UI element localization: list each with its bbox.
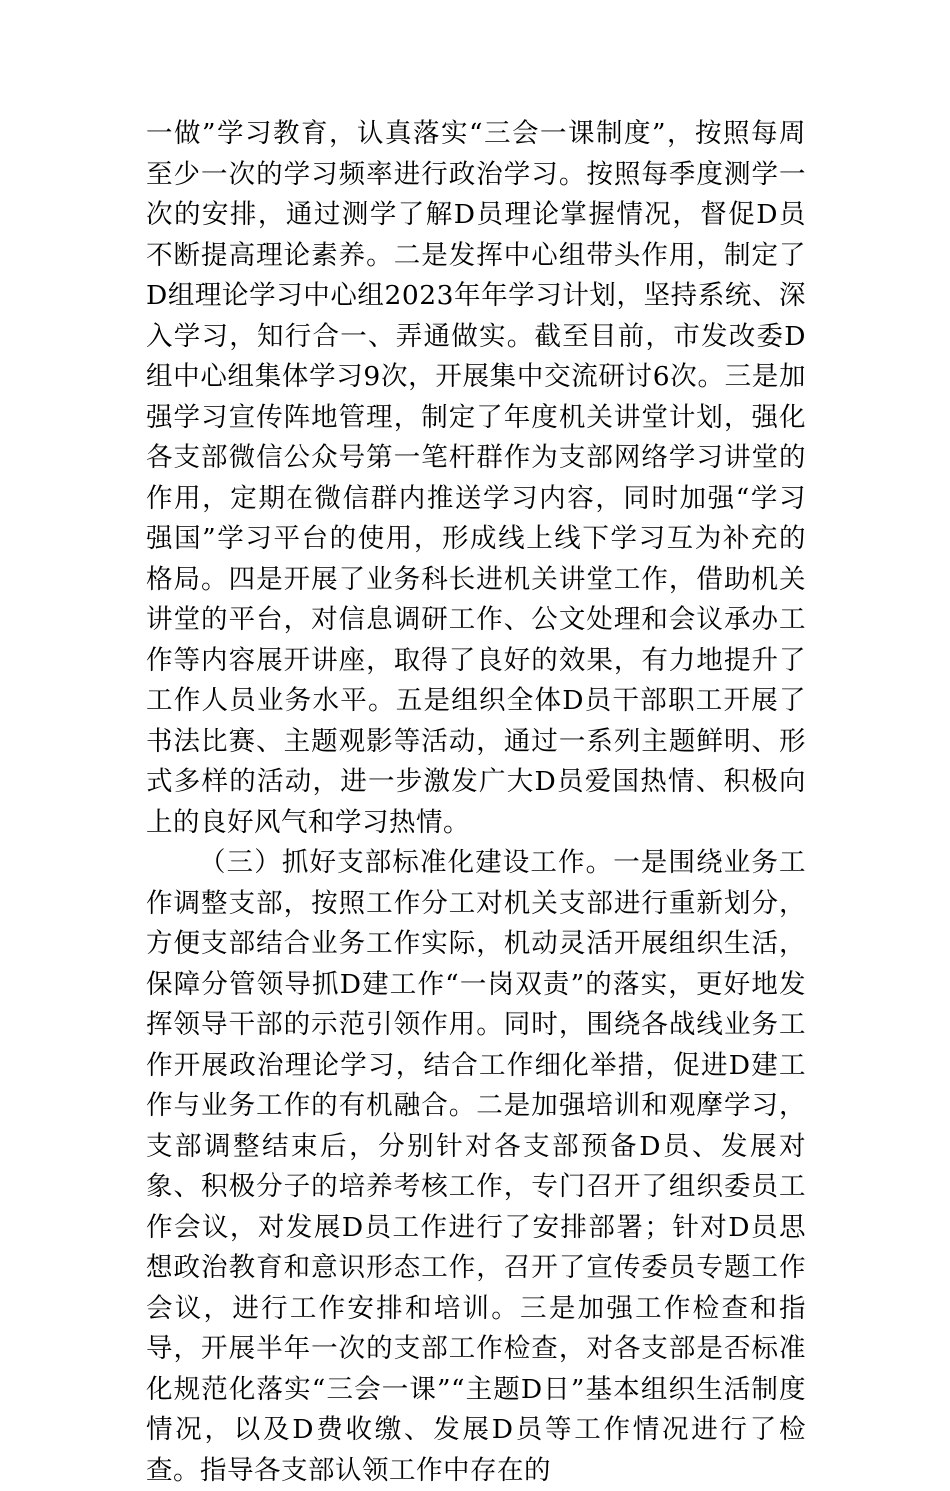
paragraph-study-education: 一做”学习教育，认真落实“三会一课制度”，按照每周至少一次的学习频率进行政治学习。按照每季度测学一次的安排，通过测学了解D员理论掌握情况，督促D员不断提高理论素养。二是发挥中心组带头作用，制定了D组理论学习中心组2023年年学习计划，坚持系统、深入学习，知行合一、弄通做实。截至目前，市发改委D组中心组集体学习9次，开展集中交流研讨6次。三是加强学习宣传阵地管理，制定了年度机关讲堂计划，强化各支部微信公众号第一笔杆群作为支部网络学习讲堂的作用，定期在微信群内推送学习内容，同时加强“学习强国”学习平台的使用，形成线上线下学习互为补充的格局。四是开展了业务科长进机关讲堂工作，借助机关讲堂的平台，对信息调研工作、公文处理和会议承办工作等内容展开讲座，取得了良好的效果，有力地提升了工作人员业务水平。五是组织全体D员干部职工开展了书法比赛、主题观影等活动，通过一系列主题鲜明、形式多样的活动，进一步激发广大D员爱国热情、积极向上的良好风气和学习热情。 [146,118,806,838]
document-body [146,114,806,1491]
paragraph-branch-standardization: （三）抓好支部标准化建设工作。一是围绕业务工作调整支部，按照工作分工对机关支部进行重新划分，方便支部结合业务工作实际，机动灵活开展组织生活，保障分管领导抓D建工作“一岗双责”的落实，更好地发挥领导干部的示范引领作用。同时，围绕各战线业务工作开展政治理论学习，结合工作细化举措，促进D建工作与业务工作的有机融合。二是加强培训和观摩学习，支部调整结束后，分别针对各支部预备D员、发展对象、积极分子的培养考核工作，专门召开了组织委员工作会议，对发展D员工作进行了安排部署；针对D员思想政治教育和意识形态工作，召开了宣传委员专题工作会议，进行工作安排和培训。三是加强工作检查和指导，开展半年一次的支部工作检查，对各支部是否标准化规范化落实“三会一课”“主题D日”基本组织生活制度情况，以及D费收缴、发展D员等工作情况进行了检查。指导各支部认领工作中存在的 [146,847,806,1486]
